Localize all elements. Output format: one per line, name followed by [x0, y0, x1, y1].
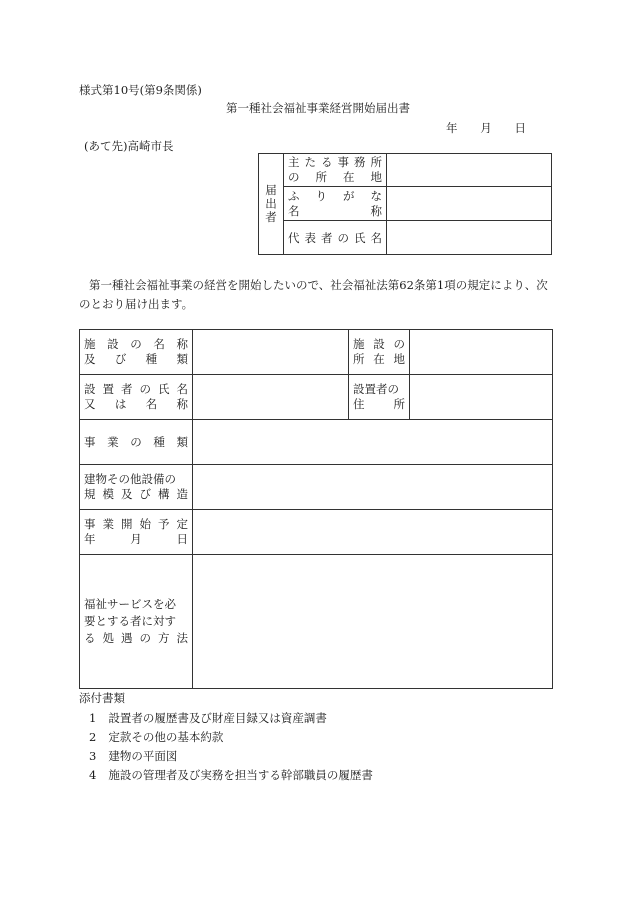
body-text-line2: のとおり届け出ます。 [79, 297, 194, 311]
representative-value[interactable] [387, 221, 552, 255]
start-date-value[interactable] [193, 510, 553, 555]
date-year: 年 [446, 121, 458, 135]
start-date-label: 事 業 開 始 予 定 年 月 日 [80, 510, 193, 555]
date-line [446, 120, 526, 136]
applicant-side-label-cell [259, 154, 284, 255]
office-address-line2: の 所 在 地 [288, 170, 382, 184]
applicant-side-label: 届出者 [264, 183, 278, 225]
office-address-line1: 主 た る 事 務 所 [288, 155, 382, 169]
page-title: 第一種社会福祉事業経営開始届出書 [226, 101, 410, 115]
attachment-item: 2 定款その他の基本約款 [89, 730, 224, 744]
addressee: (あて先)高崎市長 [84, 139, 174, 153]
treatment-value[interactable] [193, 555, 553, 689]
applicant-table [258, 153, 552, 255]
form-number: 様式第10号(第9条関係) [79, 83, 202, 97]
attachment-item: 3 建物の平面図 [89, 749, 178, 763]
name-label [284, 187, 387, 221]
founder-address-label: 設置者の 住 所 [349, 375, 410, 420]
name-line: 名 称 [288, 203, 382, 218]
business-type-value[interactable] [193, 420, 553, 465]
treatment-label: 福祉サービスを必 要とする者に対す る 処 遇 の 方 法 [80, 555, 193, 689]
facility-location-value[interactable] [410, 330, 553, 375]
main-table [79, 329, 553, 689]
date-month: 月 [480, 121, 492, 135]
body-text-line1: 第一種社会福祉事業の経営を開始したいので、社会福祉法第62条第1項の規定により、次 [89, 278, 548, 292]
founder-name-value[interactable] [193, 375, 349, 420]
facility-name-value[interactable] [193, 330, 349, 375]
facility-name-label: 施 設 の 名 称 及 び 種 類 [80, 330, 193, 375]
representative-label: 代 表 者 の 氏 名 [284, 221, 387, 255]
building-value[interactable] [193, 465, 553, 510]
name-value[interactable] [387, 187, 552, 221]
attachments-heading: 添付書類 [79, 691, 125, 705]
office-address-value[interactable] [387, 154, 552, 187]
date-day: 日 [514, 121, 526, 135]
business-type-label: 事 業 の 種 類 [80, 420, 193, 465]
building-label: 建物その他設備の 規 模 及 び 構 造 [80, 465, 193, 510]
attachment-item: 4 施設の管理者及び実務を担当する幹部職員の履歴書 [89, 768, 373, 782]
facility-location-label: 施 設 の 所 在 地 [349, 330, 410, 375]
founder-name-label: 設 置 者 の 氏 名 又 は 名 称 [80, 375, 193, 420]
attachment-item: 1 設置者の履歴書及び財産目録又は資産調書 [89, 711, 327, 725]
office-address-label [284, 154, 387, 187]
founder-address-value[interactable] [410, 375, 553, 420]
furigana-label: ふ り が な [288, 188, 382, 203]
